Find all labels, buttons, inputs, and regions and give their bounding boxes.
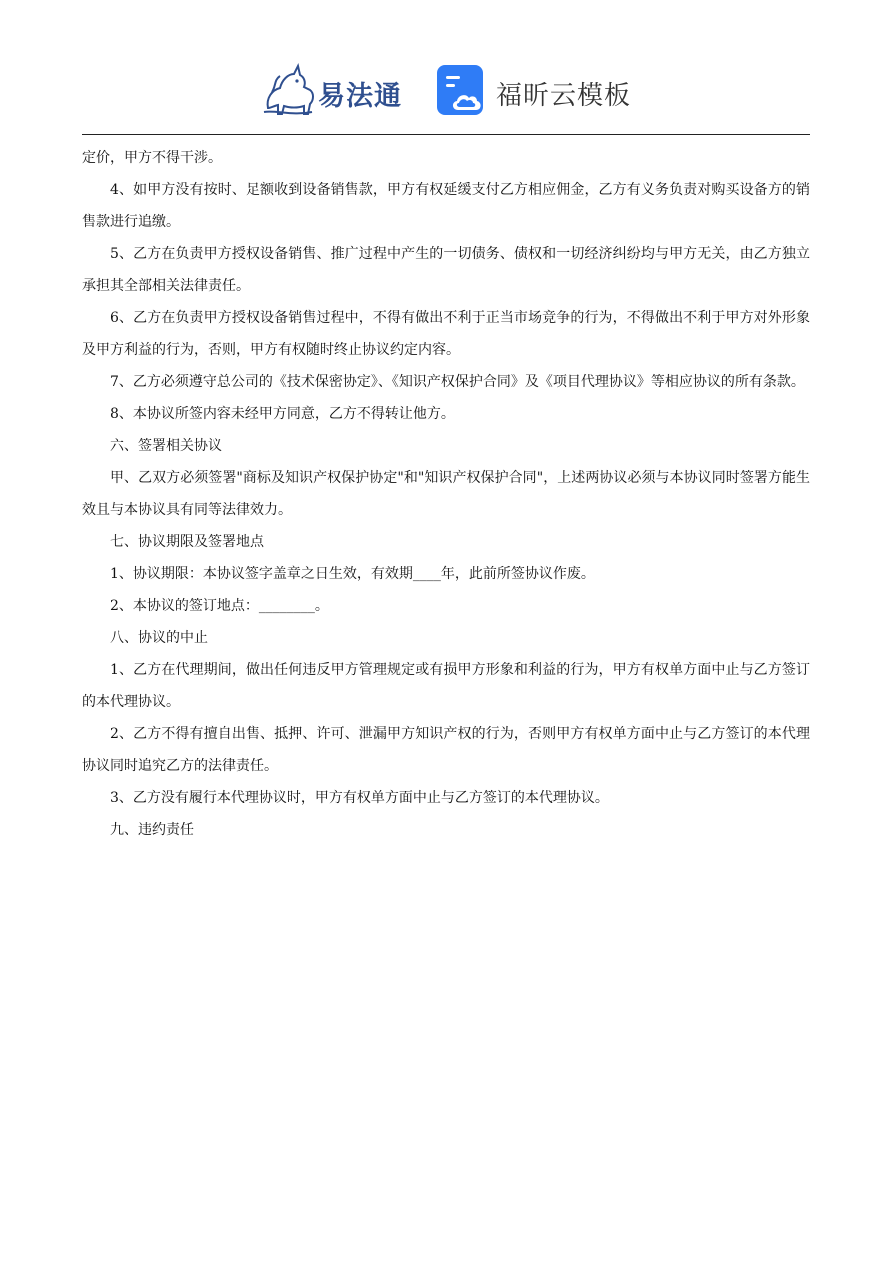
paragraph: 5、乙方在负责甲方授权设备销售、推广过程中产生的一切债务、债权和一切经济纠纷均与甲方无关，由乙方独立承担其全部相关法律责任。 (82, 246, 810, 294)
section-heading: 八、协议的中止 (110, 630, 208, 646)
paragraph: 3、乙方没有履行本代理协议时，甲方有权单方面中止与乙方签订的本代理协议。 (110, 790, 609, 806)
document-body (82, 142, 810, 846)
paragraph: 2、本协议的签订地点：________。 (110, 598, 329, 614)
paragraph: 8、本协议所签内容未经甲方同意，乙方不得转让他方。 (110, 406, 455, 422)
fuxin-template-logo (436, 64, 636, 118)
paragraph: 1、乙方在代理期间，做出任何违反甲方管理规定或有损甲方形象和利益的行为，甲方有权单方面中止与乙方签订的本代理协议。 (82, 662, 810, 710)
paragraph: 6、乙方在负责甲方授权设备销售过程中，不得有做出不利于正当市场竞争的行为，不得做出不利于甲方对外形象及甲方利益的行为，否则，甲方有权随时终止协议约定内容。 (82, 310, 810, 358)
paragraph: 2、乙方不得有擅自出售、抵押、许可、泄漏甲方知识产权的行为，否则甲方有权单方面中止与乙方签订的本代理协议同时追究乙方的法律责任。 (82, 726, 810, 774)
paragraph: 1、协议期限：本协议签字盖章之日生效，有效期____年，此前所签协议作废。 (110, 566, 595, 582)
section-heading: 九、违约责任 (110, 822, 194, 838)
section-heading: 六、签署相关协议 (110, 438, 222, 454)
paragraph: 甲、乙双方必须签署"商标及知识产权保护协定"和"知识产权保护合同"，上述两协议必须与本协议同时签署方能生效且与本协议具有同等法律效力。 (82, 470, 810, 518)
section-heading: 七、协议期限及签署地点 (110, 534, 264, 550)
paragraph: 4、如甲方没有按时、足额收到设备销售款，甲方有权延缓支付乙方相应佣金，乙方有义务负责对购买设备方的销售款进行追缴。 (82, 182, 810, 230)
logo2-text: 福昕云模板 (496, 81, 632, 111)
logo1-text: 易法通 (318, 81, 402, 112)
page-header (0, 58, 893, 122)
paragraph: 定价，甲方不得干涉。 (82, 150, 222, 166)
document-cloud-icon (436, 64, 490, 118)
unicorn-emblem-icon (262, 62, 322, 118)
header-divider (82, 134, 810, 135)
yifatong-logo (262, 62, 422, 118)
paragraph: 7、乙方必须遵守总公司的《技术保密协定》、《知识产权保护合同》及《项目代理协议》等相应协议的所有条款。 (110, 374, 805, 390)
